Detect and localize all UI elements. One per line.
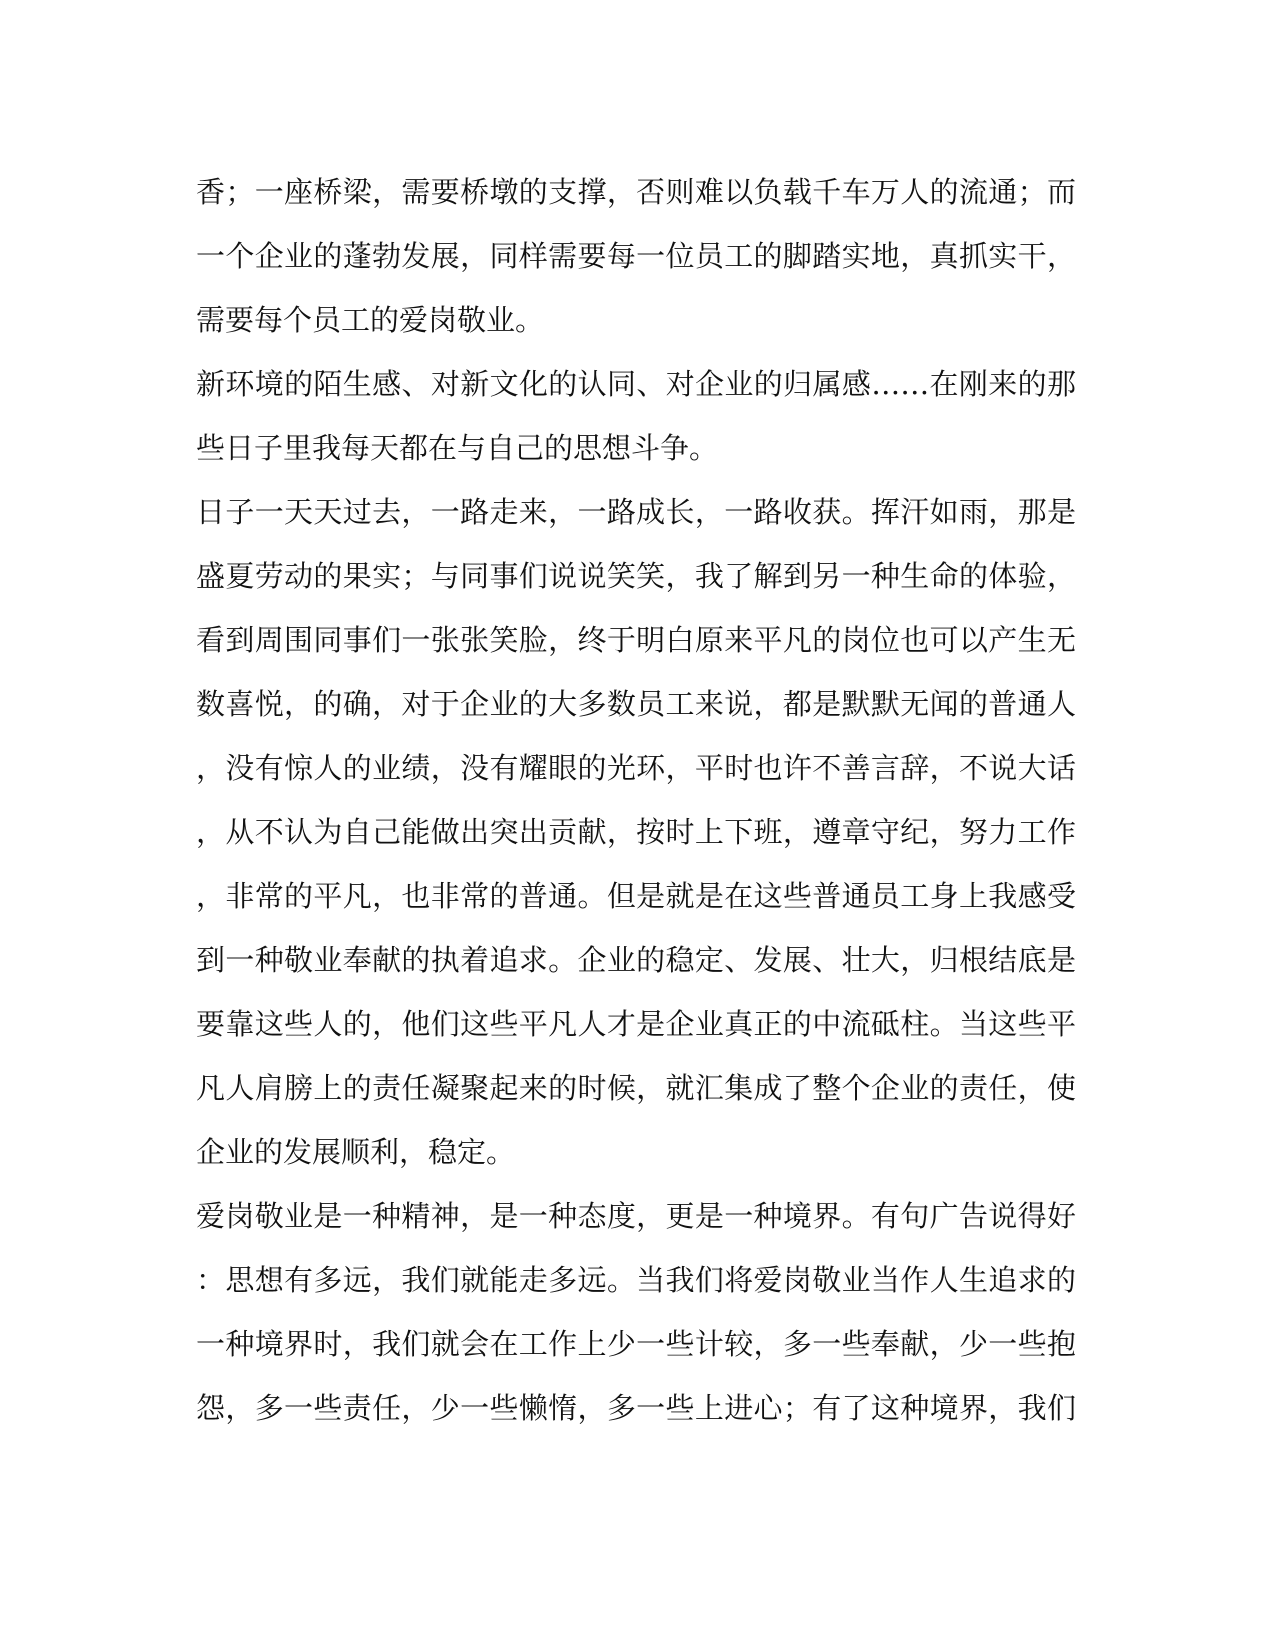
body-text <box>196 160 1076 1440</box>
text-line: 怨，多一些责任，少一些懒惰，多一些上进心；有了这种境界，我们 <box>196 1391 1076 1425</box>
text-line: ，从不认为自己能做出突出贡献，按时上下班，遵章守纪，努力工作 <box>196 815 1076 849</box>
text-line: 香；一座桥梁，需要桥墩的支撑，否则难以负载千车万人的流通；而 <box>196 175 1076 209</box>
text-line: 爱岗敬业是一种精神，是一种态度，更是一种境界。有句广告说得好 <box>196 1199 1076 1233</box>
text-line: ，没有惊人的业绩，没有耀眼的光环，平时也许不善言辞，不说大话 <box>196 751 1076 785</box>
text-line: 些日子里我每天都在与自己的思想斗争。 <box>196 431 719 465</box>
text-line: ：思想有多远，我们就能走多远。当我们将爱岗敬业当作人生追求的 <box>196 1263 1076 1297</box>
text-line: 企业的发展顺利，稳定。 <box>196 1135 516 1169</box>
text-line: 一个企业的蓬勃发展，同样需要每一位员工的脚踏实地，真抓实干， <box>196 239 1076 273</box>
text-line: 一种境界时，我们就会在工作上少一些计较，多一些奉献，少一些抱 <box>196 1327 1076 1361</box>
text-line: ，非常的平凡，也非常的普通。但是就是在这些普通员工身上我感受 <box>196 879 1076 913</box>
text-line: 看到周围同事们一张张笑脸，终于明白原来平凡的岗位也可以产生无 <box>196 623 1076 657</box>
text-line: 到一种敬业奉献的执着追求。企业的稳定、发展、壮大，归根结底是 <box>196 943 1076 977</box>
text-line: 凡人肩膀上的责任凝聚起来的时候，就汇集成了整个企业的责任，使 <box>196 1071 1076 1105</box>
text-line: 日子一天天过去，一路走来，一路成长，一路收获。挥汗如雨，那是 <box>196 495 1076 529</box>
text-line: 新环境的陌生感、对新文化的认同、对企业的归属感……在刚来的那 <box>196 367 1076 401</box>
text-line: 要靠这些人的，他们这些平凡人才是企业真正的中流砥柱。当这些平 <box>196 1007 1076 1041</box>
text-line: 需要每个员工的爱岗敬业。 <box>196 303 545 337</box>
text-line: 盛夏劳动的果实；与同事们说说笑笑，我了解到另一种生命的体验， <box>196 559 1076 593</box>
text-line: 数喜悦，的确，对于企业的大多数员工来说，都是默默无闻的普通人 <box>196 687 1076 721</box>
